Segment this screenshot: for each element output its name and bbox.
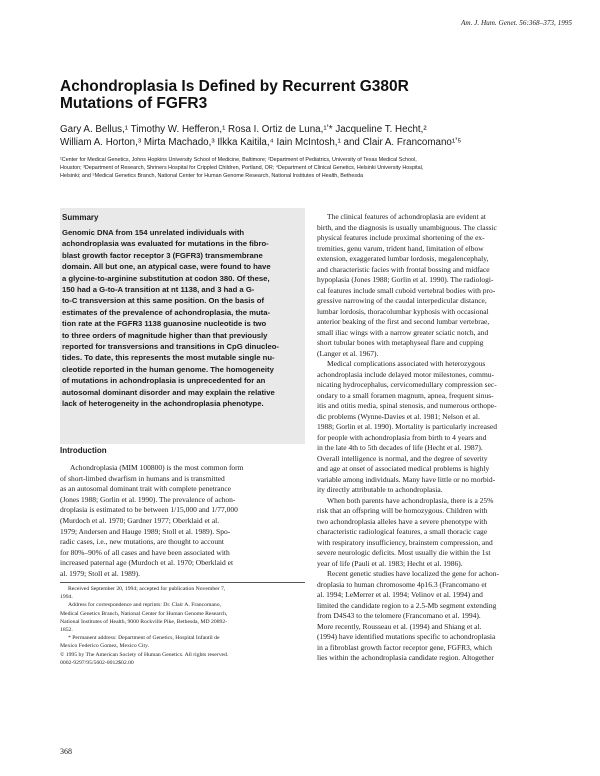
text-line: severe neurologic deficits. Most usually die within the 1st <box>317 548 491 557</box>
text-line: droplasia is estimated to be between 1/15,000 and 1/77,000 <box>60 505 238 515</box>
affiliation-line: Houston; ³Department of Research, Shriners Hospital for Crippled Children, Portland, OR; ⁴Department of Clinical Genetics, Helsinki University Hospital, <box>60 165 424 171</box>
text-line: achondroplasia include delayed motor milestones, commu- <box>317 369 495 379</box>
text-line: characteristic radiological features, a small thoracic cage <box>317 527 488 536</box>
text-line: (Murdoch et al. 1970; Gardner 1977; Oberklaid et al. <box>60 515 220 525</box>
text-line: blast growth factor receptor 3 (FGFR3) transmembrane <box>62 250 263 260</box>
text-line: Achondroplasia (MIM 100800) is the most common form <box>70 463 244 472</box>
text-line: estimates of the prevalence of achondroplasia, the muta- <box>62 307 271 317</box>
footnote-line: National Institutes of Health, 9000 Rockville Pike, Bethesda, MD 20892- <box>60 618 228 625</box>
text-line: in a fibroblast growth factor receptor gene, FGFR3, which <box>317 642 492 652</box>
text-line: birth, and the diagnosis is usually unambiguous. The classic <box>317 222 497 232</box>
affiliations <box>60 156 544 180</box>
text-line: droplasia to human chromosome 4p16.3 (Francomano et <box>317 579 487 589</box>
text-line: in the late 4th to 5th decades of life (Hecht et al. 1987). <box>317 443 483 452</box>
footnotes <box>60 585 305 667</box>
footnote-line: 1994. <box>60 594 73 601</box>
text-line: cleotide reported in the human genome. The homogeneity <box>62 364 274 374</box>
text-line: ity directly attributable to achondroplasia. <box>317 485 443 494</box>
right-column-text <box>317 212 554 664</box>
text-line: increased paternal age (Murdoch et al. 1970; Oberklaid et <box>60 558 234 568</box>
footnote-line: * Permanent address: Department of Genetics, Hospital Infantil de <box>68 635 220 642</box>
paragraph <box>60 463 306 580</box>
author-list <box>60 124 540 149</box>
text-line: (Langer et al. 1967). <box>317 348 379 358</box>
text-line: cal features include small cuboid vertebral bodies with pro- <box>317 285 496 295</box>
footnote-line: Address for correspondence and reprints: Dr. Clair A. Francomano, <box>68 602 222 609</box>
footnote-divider <box>60 582 305 583</box>
text-line: variable among individuals. Many have little or no morbid- <box>317 474 496 484</box>
text-line: lack of heterogeneity in the achondroplasia phenotype. <box>62 399 264 409</box>
text-line: nicating hydrocephalus, cervicomedullary compression sec- <box>317 380 497 389</box>
text-line: (Jones 1988; Gorlin et al. 1990). The prevalence of achon- <box>60 494 236 504</box>
text-line: for 80%–90% of all cases and have been associated with <box>60 547 230 557</box>
text-line: from D4S43 to the telomere (Francomano et al. 1994). <box>317 611 481 620</box>
footnote-line: Received September 20, 1994; accepted for publication November 7, <box>68 586 226 592</box>
author-line: William A. Horton,³ Mirta Machado,³ Ilkka Kaitila,⁴ Iain McIntosh,¹ and Clair A. Francomano¹ʼ⁵ <box>60 136 462 148</box>
footnote-line: 1852. <box>60 627 73 634</box>
paragraph <box>317 569 554 664</box>
text-line: 1988; Gorlin et al. 1990). Mortality is particularly increased <box>317 422 497 431</box>
text-line: small iliac wings with a narrow greater sciatic notch, and <box>317 327 489 337</box>
article-title <box>60 78 480 112</box>
text-line: of short-limbed dwarfism in humans and is transmitted <box>60 473 225 483</box>
introduction-text <box>60 463 306 580</box>
text-line: radic cases, i.e., new mutations, are thought to account <box>60 537 224 547</box>
text-line: Overall intelligence is normal, and the degree of severity <box>317 453 488 463</box>
text-line: physical features include proximal shortening of the ex- <box>317 233 485 242</box>
page-number: 368 <box>60 747 72 756</box>
text-line: itis and otitis media, spinal stenosis, and numerous orthope- <box>317 401 497 410</box>
summary-heading: Summary <box>62 213 99 222</box>
text-line: risk that an offspring will be homozygous. Children with <box>317 506 488 515</box>
text-line: reported for transversions and transitions in CpG dinucleo- <box>62 342 279 352</box>
text-line: year of life (Pauli et al. 1983; Hecht et al. 1986). <box>317 558 463 568</box>
text-line: dic problems (Wynne-Davies et al. 1981; Nelson et al. <box>317 411 480 421</box>
affiliation-line: Helsinki; and ⁵Medical Genetics Branch, National Center for Human Genome Research, National Institutes of Health, Bethesda <box>60 173 364 179</box>
title-line: Achondroplasia Is Defined by Recurrent G380R <box>60 78 409 95</box>
text-line: Genomic DNA from 154 unrelated individuals with <box>62 228 245 237</box>
title-line: Mutations of FGFR3 <box>60 95 208 112</box>
introduction-heading: Introduction <box>60 446 107 455</box>
text-line: The clinical features of achondroplasia are evident at <box>327 212 486 221</box>
text-line: to three orders of magnitude higher than that previously <box>62 330 268 340</box>
affiliation-line: ¹Center for Medical Genetics, Johns Hopkins University School of Medicine, Baltimore; ²Department of Pediatrics, University of Texas Medical School, <box>60 157 417 163</box>
text-line: ondary to a small foramen magnum, apnea, frequent sinus- <box>317 390 494 400</box>
text-line: as an autosomal dominant trait with complete penetrance <box>60 484 231 494</box>
author-line: Gary A. Bellus,¹ Timothy W. Hefferon,¹ Rosa I. Ortiz de Luna,¹ʼ* Jacqueline T. Hecht,² <box>60 124 427 135</box>
paragraph <box>317 359 554 496</box>
text-line: extension, exaggerated lumbar lordosis, megalencephaly, <box>317 254 489 263</box>
text-line: and characteristic facies with frontal bossing and midface <box>317 264 490 274</box>
text-line: 150 had a G-to-A transition at nt 1138, and 3 had a G- <box>62 285 255 295</box>
text-line: lumbar lordosis, thoracolumbar kyphosis with occasional <box>317 306 489 316</box>
text-line: (1994) have identified mutations specific to achondroplasia <box>317 632 496 641</box>
text-line: al. 1994; LeMerrer et al. 1994; Velinov et al. 1994) and <box>317 590 483 599</box>
paragraph <box>62 227 302 410</box>
text-line: two achondroplasia alleles have a severe phenotype with <box>317 516 488 526</box>
text-line: anterior beaking of the first and second lumbar vertebrae, <box>317 317 490 326</box>
text-line: gressive narrowing of the caudal interpedicular distance, <box>317 296 487 305</box>
footnote-line: Mexico Federico Gomez, Mexico City. <box>60 643 150 650</box>
footnote-line: © 1995 by The American Society of Human Genetics. All rights reserved. <box>60 651 229 658</box>
text-line: and age at onset of associated medical problems is highly <box>317 464 490 473</box>
text-line: autosomal dominant disorder and may explain the relative <box>62 387 275 397</box>
text-line: lies within the achondroplasia candidate region. Altogether <box>317 653 494 662</box>
text-line: al. 1979; Stoll et al. 1989). <box>60 568 140 578</box>
paragraph <box>317 212 554 359</box>
summary-text <box>62 227 302 410</box>
text-line: of mutations in achondroplasia is unprecedented for an <box>62 376 266 386</box>
text-line: Recent genetic studies have localized the gene for achon- <box>327 569 500 578</box>
paragraph <box>317 496 554 570</box>
text-line: limited the candidate region to a 2.5-Mb segment extending <box>317 600 497 610</box>
text-line: for people with achondroplasia from birth to 4 years and <box>317 432 487 442</box>
text-line: to-C transversion at this same position. On the basis of <box>62 296 265 306</box>
text-line: tides. To date, this represents the most mutable single nu- <box>62 353 275 363</box>
text-line: tion rate at the FGFR3 1138 guanosine nucleotide is two <box>62 319 267 329</box>
text-line: tremities, genu varum, trident hand, limitation of elbow <box>317 243 484 253</box>
text-line: a glycine-to-arginine substitution at codon 380. Of these, <box>62 273 270 283</box>
text-line: Medical complications associated with heterozygous <box>327 359 486 368</box>
text-line: domain. All but one, an atypical case, were found to have <box>62 262 271 272</box>
text-line: with respiratory insufficiency, brainstem compression, and <box>317 537 493 547</box>
text-line: 1979; Andersen and Hauge 1989; Stoll et al. 1989). Spo- <box>60 526 231 536</box>
footnote-line: 0002-9297/95/5602-0012$02.00 <box>60 659 134 666</box>
text-line: achondroplasia was evaluated for mutations in the fibro- <box>62 239 269 249</box>
text-line: More recently, Rousseau et al. (1994) and Shiang et al. <box>317 621 482 631</box>
text-line: When both parents have achondroplasia, there is a 25% <box>327 495 494 505</box>
footnote-line: Medical Genetics Branch, National Center for Human Genome Research, <box>60 610 228 617</box>
text-line: short tubular bones with metaphyseal flare and cupping <box>317 338 484 347</box>
text-line: hypoplasia (Jones 1988; Gorlin et al. 1990). The radiologi- <box>317 275 494 284</box>
journal-citation: Am. J. Hum. Genet. 56:368–373, 1995 <box>461 19 572 27</box>
